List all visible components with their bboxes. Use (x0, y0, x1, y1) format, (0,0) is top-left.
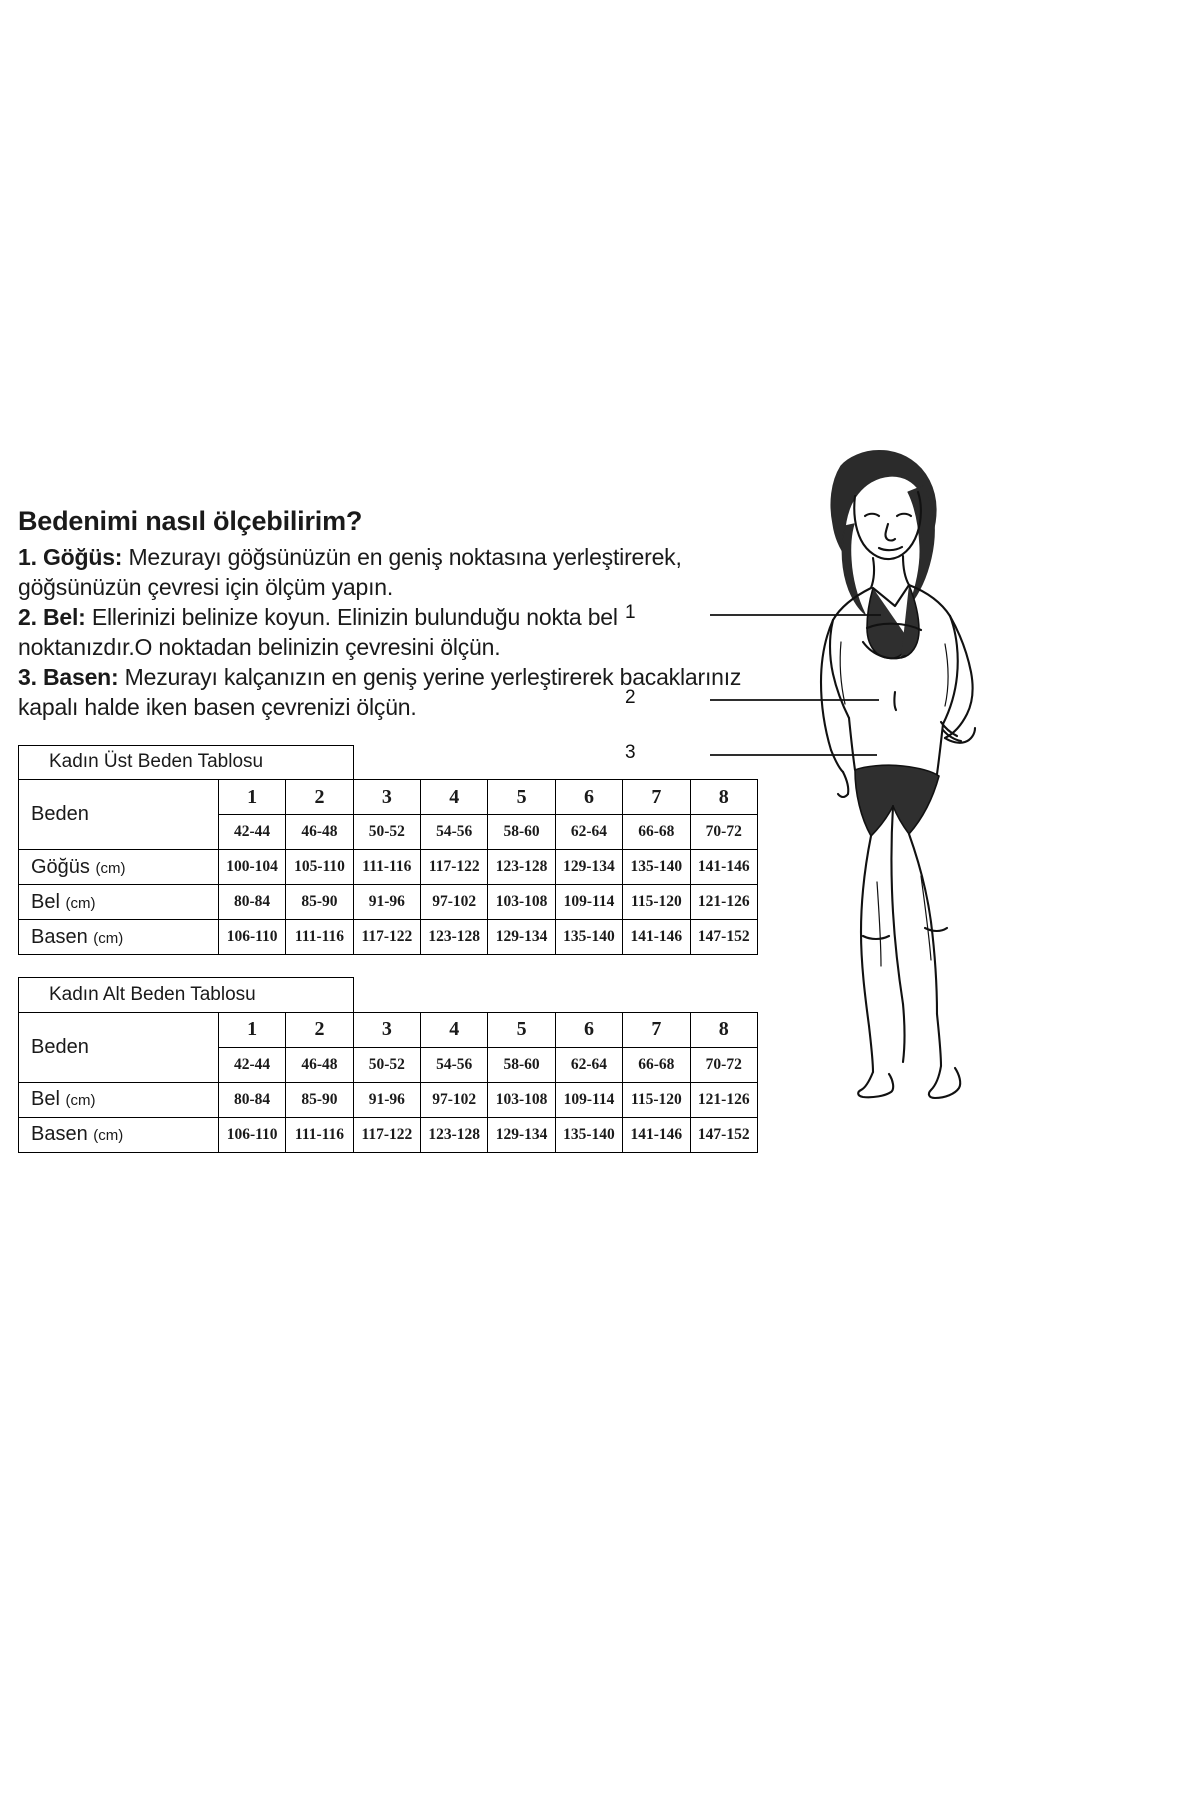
row-header-beden: Beden (19, 1012, 219, 1082)
measure-cell: 147-152 (690, 920, 757, 955)
instruction-2-text: Ellerinizi belinize koyun. Elinizin bulunduğu nokta bel noktanızdır.O noktadan belinizin çevresini ölçün. (18, 604, 618, 661)
table-row (19, 850, 758, 885)
upper-table-caption: Kadın Üst Beden Tablosu (19, 745, 354, 780)
size-number-cell: 2 (286, 780, 353, 815)
measure-cell: 97-102 (421, 885, 488, 920)
measure-cell: 80-84 (218, 885, 285, 920)
measure-cell: 123-128 (421, 920, 488, 955)
callout-number-3: 3 (625, 742, 636, 763)
row-header-bel (19, 1082, 219, 1117)
table-caption-row (19, 745, 758, 780)
measure-cell: 106-110 (218, 920, 285, 955)
instruction-item-2 (18, 603, 758, 663)
size-number-cell: 8 (690, 1012, 757, 1047)
instruction-2-lead: 2. Bel: (18, 604, 86, 631)
size-range-cell: 54-56 (421, 815, 488, 850)
measure-cell: 117-122 (353, 920, 420, 955)
measure-cell: 123-128 (488, 850, 555, 885)
size-range-cell: 66-68 (623, 1047, 690, 1082)
measure-cell: 135-140 (623, 850, 690, 885)
row-label-text: Göğüs (31, 855, 90, 878)
size-number-cell: 1 (218, 1012, 285, 1047)
instruction-3-text: Mezurayı kalçanızın en geniş yerine yerleştirerek bacaklarınız kapalı halde iken basen çevrenizi ölçün. (18, 663, 742, 720)
page-title: Bedenimi nasıl ölçebilirim? (18, 506, 363, 536)
measure-cell: 141-146 (690, 850, 757, 885)
measure-cell: 80-84 (218, 1082, 285, 1117)
table-row (19, 885, 758, 920)
measure-cell: 106-110 (218, 1117, 285, 1152)
size-range-cell: 46-48 (286, 1047, 353, 1082)
measure-cell: 141-146 (623, 920, 690, 955)
size-range-cell: 50-52 (353, 815, 420, 850)
table-row (19, 1082, 758, 1117)
measure-cell: 105-110 (286, 850, 353, 885)
upper-size-table-block (18, 745, 758, 956)
size-range-cell: 50-52 (353, 1047, 420, 1082)
measure-cell: 85-90 (286, 1082, 353, 1117)
measure-cell: 85-90 (286, 885, 353, 920)
row-label-text: Bel (31, 890, 60, 913)
instruction-1-text: Mezurayı göğsünüzün en geniş noktasına yerleştirerek, göğsünüzün çevresi için ölçüm yapın. (18, 544, 682, 601)
measure-cell: 109-114 (555, 1082, 622, 1117)
size-number-cell: 5 (488, 780, 555, 815)
row-label-unit: (cm) (65, 1092, 96, 1110)
measure-cell: 115-120 (623, 885, 690, 920)
row-label-unit: (cm) (95, 859, 126, 877)
size-range-cell: 70-72 (690, 815, 757, 850)
size-number-cell: 6 (555, 1012, 622, 1047)
instruction-item-1 (18, 543, 758, 603)
measure-cell: 103-108 (488, 885, 555, 920)
measure-cell: 135-140 (555, 1117, 622, 1152)
size-range-cell: 42-44 (218, 1047, 285, 1082)
size-range-cell: 62-64 (555, 815, 622, 850)
size-number-cell: 3 (353, 1012, 420, 1047)
measure-cell: 109-114 (555, 885, 622, 920)
table-row (19, 780, 758, 815)
body-measurement-illustration (745, 430, 1045, 1130)
measure-cell: 123-128 (421, 1117, 488, 1152)
size-number-cell: 7 (623, 1012, 690, 1047)
row-label-unit: (cm) (93, 929, 124, 947)
lower-table-caption: Kadın Alt Beden Tablosu (19, 978, 354, 1013)
row-header-basen (19, 1117, 219, 1152)
measure-cell: 115-120 (623, 1082, 690, 1117)
lower-size-table-block (18, 977, 758, 1153)
row-label-text: Basen (31, 1123, 88, 1146)
measure-cell: 147-152 (690, 1117, 757, 1152)
measure-cell: 111-116 (286, 920, 353, 955)
caption-spacer (353, 745, 757, 780)
table-row (19, 1012, 758, 1047)
table-caption-row (19, 978, 758, 1013)
row-header-basen (19, 920, 219, 955)
measure-cell: 141-146 (623, 1117, 690, 1152)
lower-size-table (18, 977, 758, 1153)
measure-cell: 121-126 (690, 1082, 757, 1117)
instruction-item-3 (18, 663, 758, 723)
callout-number-2: 2 (625, 687, 636, 708)
size-range-cell: 70-72 (690, 1047, 757, 1082)
caption-spacer (353, 978, 757, 1013)
measure-cell: 111-116 (286, 1117, 353, 1152)
size-range-cell: 58-60 (488, 815, 555, 850)
measure-cell: 91-96 (353, 1082, 420, 1117)
size-number-cell: 2 (286, 1012, 353, 1047)
measure-cell: 129-134 (555, 850, 622, 885)
measure-cell: 111-116 (353, 850, 420, 885)
measure-cell: 129-134 (488, 1117, 555, 1152)
measure-cell: 117-122 (421, 850, 488, 885)
row-label-unit: (cm) (93, 1127, 124, 1145)
instruction-1-lead: 1. Göğüs: (18, 544, 123, 571)
size-number-cell: 8 (690, 780, 757, 815)
instruction-3-lead: 3. Basen: (18, 663, 119, 690)
size-number-cell: 4 (421, 1012, 488, 1047)
size-number-cell: 6 (555, 780, 622, 815)
row-label-unit: (cm) (65, 894, 96, 912)
table-row (19, 1117, 758, 1152)
table-row (19, 920, 758, 955)
instructions-block (18, 505, 758, 1153)
size-range-cell: 46-48 (286, 815, 353, 850)
row-header-bel (19, 885, 219, 920)
upper-size-table (18, 745, 758, 956)
measure-cell: 135-140 (555, 920, 622, 955)
row-header-beden: Beden (19, 780, 219, 850)
size-range-cell: 58-60 (488, 1047, 555, 1082)
size-range-cell: 66-68 (623, 815, 690, 850)
measure-cell: 129-134 (488, 920, 555, 955)
size-number-cell: 3 (353, 780, 420, 815)
row-label-text: Basen (31, 925, 88, 948)
size-range-cell: 62-64 (555, 1047, 622, 1082)
measure-cell: 97-102 (421, 1082, 488, 1117)
size-range-cell: 54-56 (421, 1047, 488, 1082)
size-number-cell: 7 (623, 780, 690, 815)
measure-cell: 91-96 (353, 885, 420, 920)
measure-cell: 100-104 (218, 850, 285, 885)
row-header-gogus (19, 850, 219, 885)
measure-cell: 103-108 (488, 1082, 555, 1117)
size-range-cell: 42-44 (218, 815, 285, 850)
size-number-cell: 5 (488, 1012, 555, 1047)
callout-number-1: 1 (625, 602, 636, 623)
size-number-cell: 1 (218, 780, 285, 815)
measure-cell: 117-122 (353, 1117, 420, 1152)
size-number-cell: 4 (421, 780, 488, 815)
row-label-text: Bel (31, 1088, 60, 1111)
measure-cell: 121-126 (690, 885, 757, 920)
